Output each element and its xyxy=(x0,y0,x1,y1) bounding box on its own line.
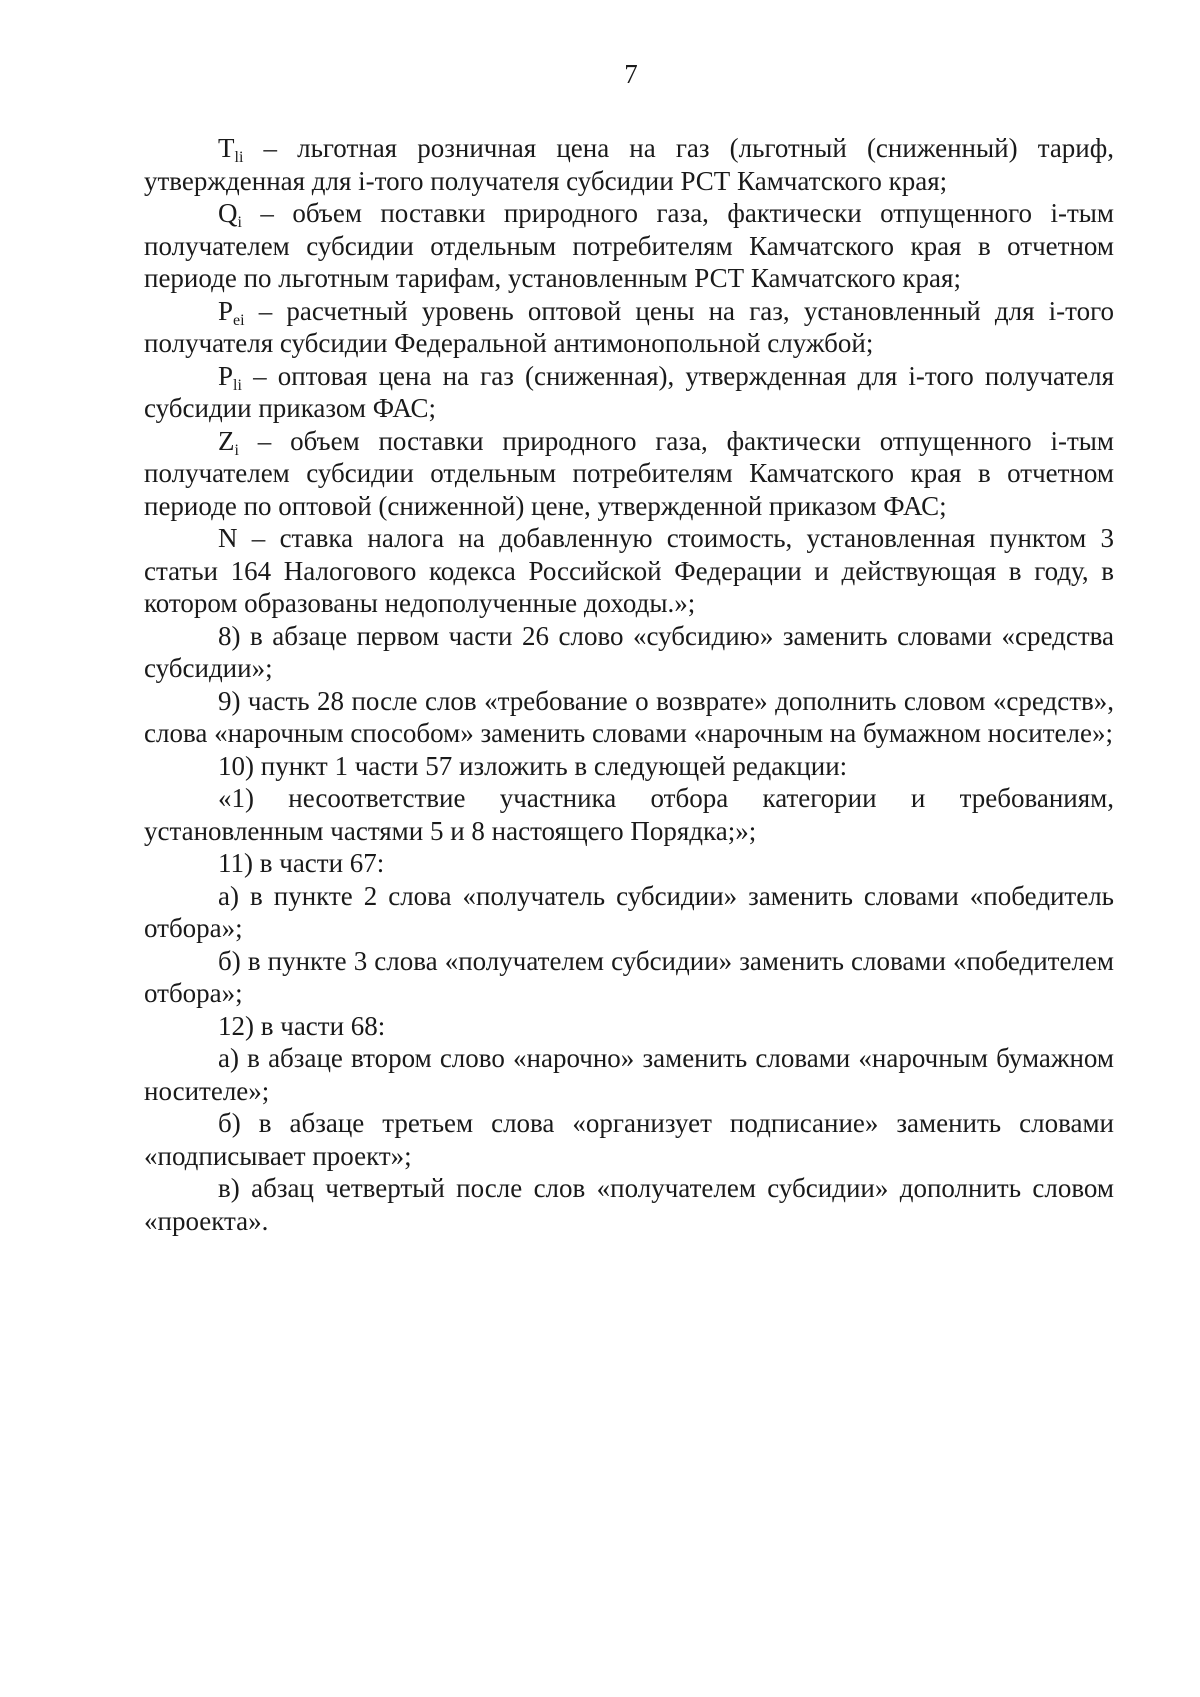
paragraph-item-12: 12) в части 68: xyxy=(218,1010,386,1041)
paragraph-text: – объем поставки природного газа, фактически отпущенного i-тым получателем субсидии отдельным потребителям Камчатского края в отчетном периоде по льготным тарифам, установленным РСТ Камчатского края; xyxy=(144,198,1114,293)
symbol: T xyxy=(218,133,235,163)
subscript: i xyxy=(237,214,242,231)
page-number: 7 xyxy=(624,59,638,89)
symbol: Z xyxy=(218,425,235,456)
subscript: li xyxy=(233,376,242,394)
paragraph-item-8: 8) в абзаце первом части 26 слово «субсидию» заменить словами «средства субсидии»; xyxy=(144,620,1114,683)
paragraph-item-12-b: б) в абзаце третьем слова «организует подписание» заменить словами «подписывает проект»; xyxy=(144,1108,1114,1171)
paragraph-text: – объем поставки природного газа, фактически отпущенного i-тым получателем субсидии отдельным потребителям Камчатского края в отчетном периоде по оптовой (сниженной) цене, утвержденной приказом ФАС; xyxy=(144,425,1114,521)
paragraph-text: – оптовая цена на газ (сниженная), утвержденная для i-того получателя субсидии приказом ФАС; xyxy=(144,360,1114,423)
paragraph-item-9: 9) часть 28 после слов «требование о возврате» дополнить словом «средств», слова «нарочным способом» заменить словами «нарочным на бумажном носителе»; xyxy=(144,685,1114,748)
paragraph-item-11-a: а) в пункте 2 слова «получатель субсидии» заменить словами «победитель отбора»; xyxy=(144,880,1114,943)
symbol: P xyxy=(218,360,234,391)
paragraph-n-vat: N – ставка налога на добавленную стоимость, установленная пунктом 3 статьи 164 Налогового кодекса Российской Федерации и действующая в году, в котором образованы недополученные доходы.»; xyxy=(144,523,1114,618)
paragraph-p-li xyxy=(144,360,1114,425)
paragraph-item-12-a: а) в абзаце втором слово «нарочно» заменить словами «нарочным бумажном носителе»; xyxy=(144,1043,1114,1106)
paragraph-item-10-text: «1) несоответствие участника отбора категории и требованиям, установленным частями 5 и 8 настоящего Порядка;»; xyxy=(144,783,1114,846)
subscript: li xyxy=(234,149,244,166)
paragraph-item-11-b: б) в пункте 3 слова «получателем субсидии» заменить словами «победителем отбора»; xyxy=(144,945,1114,1008)
paragraph-item-11: 11) в части 67: xyxy=(218,848,385,878)
paragraph-text: – льготная розничная цена на газ (льготный (сниженный) тариф, утвержденная для i-того получателя субсидии РСТ Камчатского края; xyxy=(144,133,1114,196)
paragraph-q-i xyxy=(144,197,1114,295)
subscript: ei xyxy=(233,311,245,329)
symbol: P xyxy=(218,295,234,326)
paragraph-t-li xyxy=(144,132,1114,197)
paragraph-item-12-v: в) абзац четвертый после слов «получателем субсидии» дополнить словом «проекта». xyxy=(144,1173,1114,1236)
paragraph-z-i xyxy=(144,425,1114,523)
paragraph-text: – расчетный уровень оптовой цены на газ, установленный для i-того получателя субсидии Федеральной антимонопольной службой; xyxy=(144,295,1114,358)
subscript: i xyxy=(234,441,239,459)
paragraph-item-10: 10) пункт 1 части 57 изложить в следующей редакции: xyxy=(218,750,848,781)
symbol: Q xyxy=(218,198,238,228)
document-body xyxy=(144,132,1114,1237)
paragraph-p-ei xyxy=(144,295,1114,360)
